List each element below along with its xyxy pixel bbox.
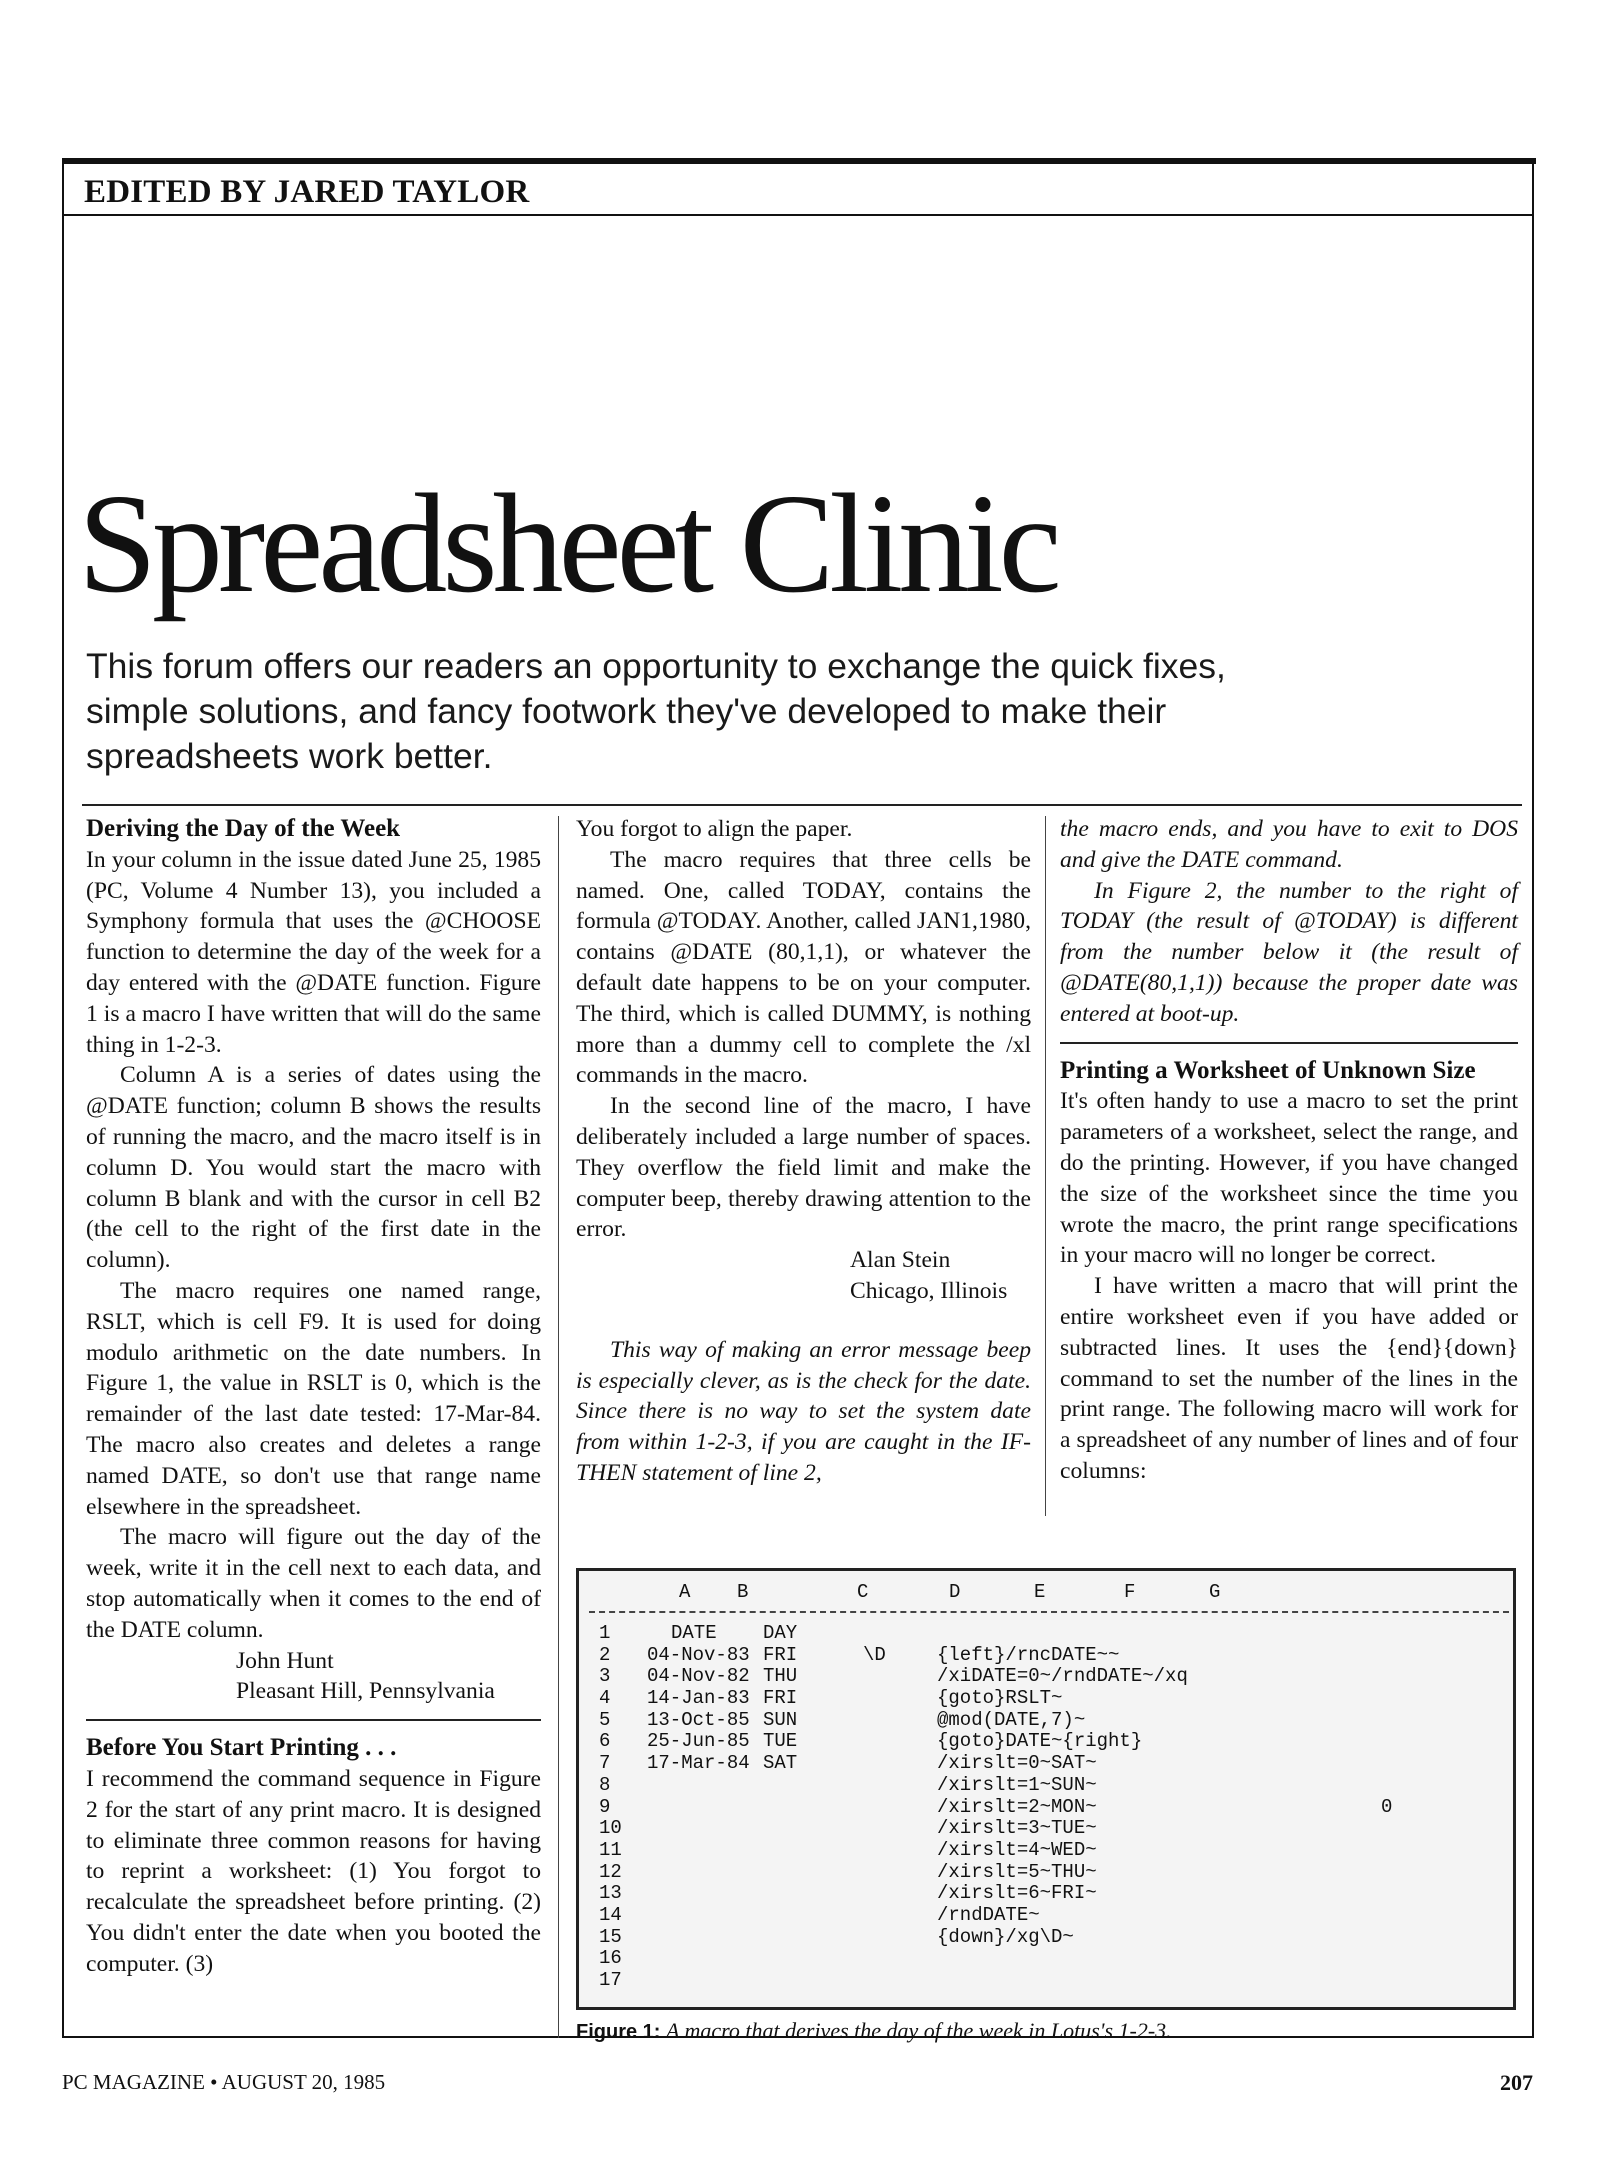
cell-b: SAT <box>763 1752 798 1775</box>
cell-a: 04-Nov-82 <box>647 1665 750 1688</box>
cell-n: 11 <box>599 1838 622 1861</box>
cell-n: 10 <box>599 1817 622 1840</box>
signature-name: John Hunt <box>236 1647 334 1674</box>
cell-c: \D <box>863 1643 886 1666</box>
cell-d: {left}/rncDATE~~ <box>937 1643 1120 1666</box>
cell-n: 13 <box>599 1882 622 1905</box>
cell-a: DATE <box>671 1622 717 1644</box>
column-1 <box>86 814 541 1979</box>
figure-1-spreadsheet <box>576 1568 1516 2010</box>
cell-n: 6 <box>599 1730 611 1753</box>
cell-n: 2 <box>599 1643 611 1666</box>
cell-d: @mod(DATE,7)~ <box>937 1708 1086 1731</box>
cell-d: /xirslt=6~FRI~ <box>937 1882 1097 1905</box>
column-letter-f: F <box>1124 1581 1136 1603</box>
cell-n: 7 <box>599 1752 611 1775</box>
column-letter-g: G <box>1209 1581 1221 1603</box>
cell-n: 16 <box>599 1947 622 1970</box>
paragraph: The macro will figure out the day of the week, write it in the cell next to each data, and stop automatically when it comes to the end of the DATE column. <box>86 1524 541 1643</box>
spreadsheet-row <box>591 1797 1506 1819</box>
spreadsheet-row <box>591 1883 1506 1905</box>
cell-n: 1 <box>599 1622 611 1644</box>
spreadsheet-row <box>591 1948 1506 1970</box>
spreadsheet-row <box>591 1905 1506 1927</box>
spreadsheet-row <box>591 1731 1506 1753</box>
cell-n: 3 <box>599 1665 611 1688</box>
cell-a: 14-Jan-83 <box>647 1687 750 1710</box>
cell-d: /xirslt=1~SUN~ <box>937 1773 1097 1796</box>
spreadsheet-row <box>591 1970 1506 1992</box>
spreadsheet-row <box>591 1927 1506 1949</box>
cell-b: DAY <box>763 1622 798 1644</box>
cell-d: /xirslt=2~MON~ <box>937 1795 1097 1818</box>
editor-note-continued: the macro ends, and you have to exit to DOS and give the DATE command. <box>1060 816 1518 873</box>
header-dashes <box>589 1611 1509 1613</box>
cell-b: TUE <box>763 1730 798 1753</box>
cell-n: 5 <box>599 1708 611 1731</box>
cell-a: 25-Jun-85 <box>647 1730 750 1753</box>
column-letter-d: D <box>949 1581 961 1603</box>
paragraph: In your column in the issue dated June 25, 1985 (PC, Volume 4 Number 13), you included a Symphony formula that uses the @CHOOSE function to determine the day of the week for a day entered with the @DATE function. Figure 1 is a macro I have written that will do the same thing in 1-2-3. <box>86 846 541 1058</box>
spreadsheet-row <box>591 1840 1506 1862</box>
paragraph: I recommend the command sequence in Figure 2 for the start of any print macro. It is designed to eliminate three common reasons for having to reprint a worksheet: (1) You forgot to recalculate the spreadsheet before printing. (2) You didn't enter the date when you booted the computer. (3) <box>86 1765 541 1977</box>
column-letter-b: B <box>737 1581 749 1603</box>
cell-d: /xirslt=0~SAT~ <box>937 1752 1097 1775</box>
paragraph: You forgot to align the paper. <box>576 816 853 842</box>
cell-d: /xirslt=5~THU~ <box>937 1860 1097 1883</box>
cell-n: 17 <box>599 1969 622 1991</box>
figure-1-caption <box>576 2018 1172 2044</box>
cell-n: 8 <box>599 1773 611 1796</box>
cell-b: FRI <box>763 1687 798 1710</box>
section-rule <box>1060 1042 1518 1044</box>
section-heading-before-printing: Before You Start Printing . . . <box>86 1734 397 1762</box>
cell-d: /xirslt=4~WED~ <box>937 1838 1097 1861</box>
signature-place: Chicago, Illinois <box>850 1277 1008 1304</box>
paragraph: It's often handy to use a macro to set the print parameters of a worksheet, select the range, and do the printing. However, if you have changed the size of the worksheet since the time you wrote the macro, the print range specifications in your macro will no longer be correct. <box>1060 1088 1518 1269</box>
spreadsheet-row <box>591 1818 1506 1840</box>
page-number: 207 <box>1500 2070 1533 2095</box>
page-title: Spreadsheet Clinic <box>78 464 1057 622</box>
paragraph: I have written a macro that will print the entire worksheet even if you have added or subtracted lines. It uses the {end}{down} command to set the number of the lines in the print range. The following macro will work for a spreadsheet of any number of lines and of four columns: <box>1060 1273 1518 1484</box>
cell-d: /xiDATE=0~/rndDATE~/xq <box>937 1665 1188 1688</box>
editor-note: This way of making an error message beep is especially clever, as is the check for the date. Since there is no way to set the system date from within 1-2-3, if you are caught in the IF-THEN statement of line 2, <box>576 1336 1031 1486</box>
column-divider-2 <box>1045 816 1046 1516</box>
cell-b: FRI <box>763 1643 798 1666</box>
column-3 <box>1060 814 1518 1487</box>
column-letters <box>579 1581 1513 1611</box>
spreadsheet-row <box>591 1623 1506 1645</box>
cell-n: 9 <box>599 1795 611 1818</box>
section-heading-worksheet-size: Printing a Worksheet of Unknown Size <box>1060 1056 1476 1084</box>
spreadsheet-row <box>591 1753 1506 1775</box>
cell-d: /xirslt=3~TUE~ <box>937 1817 1097 1840</box>
cell-n: 14 <box>599 1903 622 1926</box>
paragraph: The macro requires that three cells be named. One, called TODAY, contains the formula @TODAY. Another, called JAN1,1980, contains @DATE (80,1,1), or whatever the default date happens to be on your computer. The third, which is called DUMMY, is nothing more than a dummy cell to complete the /xl commands in the macro. <box>576 846 1031 1089</box>
paragraph: Column A is a series of dates using the @DATE function; column B shows the results of running the macro, and the macro itself is in column D. You would start the macro with column B blank and with the cursor in cell B2 (the cell to the right of the first date in the column). <box>86 1062 541 1274</box>
cell-b: SUN <box>763 1708 798 1731</box>
column-letter-c: C <box>857 1581 869 1603</box>
spreadsheet-row <box>591 1645 1506 1667</box>
column-divider-1 <box>558 816 559 2038</box>
column-letter-a: A <box>679 1581 691 1603</box>
cell-d: {goto}RSLT~ <box>937 1687 1063 1710</box>
spreadsheet-row <box>591 1666 1506 1688</box>
cell-d: {goto}DATE~{right} <box>937 1730 1143 1753</box>
editor-bar <box>62 164 1534 216</box>
cell-n: 15 <box>599 1925 622 1948</box>
cell-d: /rndDATE~ <box>937 1903 1040 1926</box>
column-2 <box>576 814 1031 1489</box>
cell-b: THU <box>763 1665 798 1688</box>
section-heading-day-of-week: Deriving the Day of the Week <box>86 815 401 842</box>
cell-a: 13-Oct-85 <box>647 1708 750 1731</box>
caption-text: A macro that derives the day of the week in Lotus's 1-2-3. <box>665 2018 1172 2043</box>
column-letter-e: E <box>1034 1581 1046 1603</box>
cell-a: 17-Mar-84 <box>647 1752 750 1775</box>
spreadsheet-row <box>591 1688 1506 1710</box>
cell-d: {down}/xg\D~ <box>937 1925 1074 1948</box>
cell-f: 0 <box>1381 1795 1393 1818</box>
intro-text: This forum offers our readers an opportunity to exchange the quick fixes, simple solutions, and fancy footwork they've developed to make their spreadsheets work better. <box>86 646 1226 776</box>
cell-a: 04-Nov-83 <box>647 1643 750 1666</box>
footer-publication: PC MAGAZINE • AUGUST 20, 1985 <box>62 2070 386 2094</box>
caption-label: Figure 1: <box>576 2021 661 2043</box>
spreadsheet-row <box>591 1862 1506 1884</box>
paragraph: In the second line of the macro, I have deliberately included a large number of spaces. They overflow the field limit and make the computer beep, thereby drawing attention to the error. <box>576 1093 1031 1243</box>
cell-n: 4 <box>599 1687 611 1710</box>
signature-name: Alan Stein <box>850 1247 951 1274</box>
paragraph: The macro requires one named range, RSLT, which is cell F9. It is used for doing modulo arithmetic on the date numbers. In Figure 1, the value in RSLT is 0, which is the remainder of the last date tested: 17-Mar-84. The macro also creates and deletes a range named DATE, so don't use that range name elsewhere in the spreadsheet. <box>86 1277 541 1520</box>
cell-n: 12 <box>599 1860 622 1883</box>
spreadsheet-row <box>591 1710 1506 1732</box>
columns-top-rule <box>82 804 1522 806</box>
spreadsheet-rows <box>591 1623 1506 1992</box>
spreadsheet-row <box>591 1775 1506 1797</box>
editor-credit: EDITED BY JARED TAYLOR <box>84 174 530 210</box>
signature-place: Pleasant Hill, Pennsylvania <box>236 1678 495 1705</box>
editor-note-2: In Figure 2, the number to the right of TODAY (the result of @TODAY) is different from the number below it (the result of @DATE(80,1,1)) because the proper date was entered at boot-up. <box>1060 877 1518 1027</box>
section-rule <box>86 1719 541 1721</box>
